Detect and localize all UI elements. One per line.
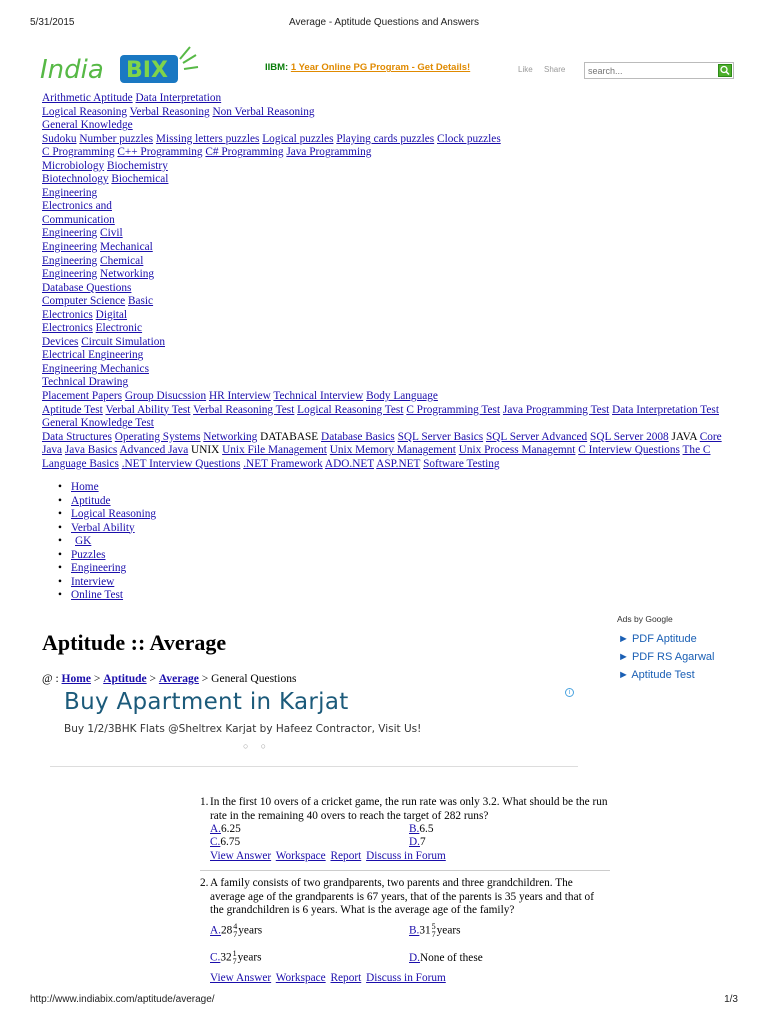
menu-link[interactable]: Engineering	[71, 562, 127, 574]
share-button[interactable]: Share	[544, 65, 566, 74]
breadcrumb-sep: >	[149, 673, 157, 685]
menu-item[interactable]	[50, 589, 156, 603]
nav-row	[42, 390, 732, 404]
denominator: 7	[233, 930, 238, 939]
ad-subtitle[interactable]: Buy 1/2/3BHK Flats @Sheltrex Karjat by Hafeez Contractor, Visit Us!	[64, 723, 422, 735]
nav-link[interactable]: Missing letters puzzles	[155, 132, 260, 145]
nav-row	[42, 146, 732, 160]
nav-tech-link[interactable]: Core Java	[42, 430, 722, 457]
nav-row	[42, 160, 732, 174]
logo-graphic	[40, 45, 200, 89]
nav-link[interactable]: Communication	[42, 213, 115, 226]
logo-text-a: India	[40, 55, 104, 85]
search-button[interactable]	[718, 64, 732, 77]
menu-link[interactable]: Home	[71, 481, 99, 493]
breadcrumb	[42, 673, 296, 685]
option-unit: years	[237, 951, 262, 964]
option-key[interactable]: D.	[409, 952, 420, 964]
menu-link[interactable]: Online Test	[71, 589, 124, 601]
menu-link[interactable]: Interview	[71, 575, 115, 588]
nav-link[interactable]: Placement Papers	[42, 390, 122, 403]
question-text: A family consists of two grandparents, two parents and three grandchildren. The average age of the grandparents is 67 years, that of the parents is 35 years and that of the grandchildren is 6 years. What is the average age of the family?	[210, 877, 594, 916]
nav-link[interactable]: Microbiology	[42, 159, 105, 172]
nav-row	[42, 227, 732, 241]
breadcrumb-sep: >	[201, 673, 209, 685]
workspace-link[interactable]: Workspace	[275, 850, 326, 862]
menu-item[interactable]	[50, 549, 156, 563]
nav-row	[42, 214, 732, 228]
ad-link[interactable]: ► PDF RS Agarwal	[618, 651, 715, 663]
display-ad[interactable]	[50, 685, 578, 767]
nav-row	[42, 106, 732, 120]
option-value: 6.5	[419, 823, 434, 835]
option-key[interactable]: A.	[210, 823, 221, 835]
print-url: http://www.indiabix.com/aptitude/average/	[30, 994, 215, 1005]
search-input[interactable]	[585, 64, 713, 79]
nav-link[interactable]: Biochemistry	[106, 159, 168, 172]
question-divider	[200, 870, 610, 871]
nav-tech-link[interactable]: The C Language Basics	[42, 444, 711, 470]
ads-by-google-label: Ads by Google	[617, 614, 673, 624]
option-whole: 28	[220, 924, 233, 937]
nav-link[interactable]: Electronics	[42, 322, 93, 335]
option-unit: years	[238, 924, 263, 937]
nav-row	[42, 295, 732, 309]
nav-link[interactable]: Engineering	[42, 186, 98, 199]
nav-link[interactable]: Playing cards puzzles	[336, 132, 435, 145]
menu-item[interactable]	[50, 576, 156, 590]
nav-tech-link[interactable]: Software Testing	[423, 457, 500, 470]
ad-title[interactable]: Buy Apartment in Karjat	[64, 689, 349, 715]
print-date: 5/31/2015	[30, 17, 75, 28]
nav-link[interactable]: C# Programming	[205, 146, 284, 159]
menu-link[interactable]: GK	[75, 535, 92, 547]
question-1	[200, 796, 610, 868]
print-page-number: 1/3	[724, 994, 738, 1005]
workspace-link[interactable]: Workspace	[275, 972, 326, 984]
breadcrumb-aptitude[interactable]: Aptitude	[103, 673, 147, 685]
option-key[interactable]: A.	[210, 924, 221, 937]
option-c[interactable]	[210, 836, 240, 850]
nav-link[interactable]: Biotechnology	[42, 173, 109, 186]
nav-tech-link[interactable]: Database Basics	[321, 430, 395, 443]
nav-tech-link[interactable]: Networking	[203, 430, 258, 443]
nav-link[interactable]: Non Verbal Reasoning	[212, 105, 315, 118]
fraction	[233, 923, 237, 939]
menu-item[interactable]	[50, 481, 156, 495]
nav-tech-heading: DATABASE	[260, 430, 319, 443]
nav-link[interactable]: Circuit Simulation	[81, 335, 166, 348]
nav-tech-link[interactable]: C Interview Questions	[578, 444, 680, 457]
category-links	[42, 92, 732, 471]
nav-row	[42, 200, 732, 214]
nav-link[interactable]: Database Questions	[42, 281, 132, 294]
nav-tech-link[interactable]: ASP.NET	[376, 457, 421, 470]
discuss-link[interactable]: Discuss in Forum	[366, 850, 446, 862]
nav-link[interactable]: Electronics	[42, 308, 93, 321]
discuss-link[interactable]: Discuss in Forum	[366, 972, 446, 984]
nav-tech-heading: UNIX	[191, 444, 220, 457]
menu-item[interactable]	[50, 535, 156, 549]
nav-link[interactable]: Mechanical	[100, 241, 153, 254]
promo-link[interactable]: 1 Year Online PG Program - Get Details!	[290, 62, 471, 73]
view-answer-link[interactable]: View Answer	[210, 972, 272, 984]
nav-link[interactable]: Electrical Engineering	[42, 349, 144, 362]
nav-row	[42, 92, 732, 106]
nav-row	[42, 336, 732, 350]
nav-link[interactable]: Computer Science	[42, 295, 126, 308]
menu-link[interactable]: Aptitude	[71, 494, 111, 507]
option-value: None of these	[419, 952, 483, 964]
nav-link[interactable]: Biochemical	[111, 173, 169, 186]
nav-row	[42, 187, 732, 201]
nav-link[interactable]: C++ Programming	[117, 146, 203, 159]
nav-link[interactable]: General Knowledge	[42, 119, 133, 132]
option-key[interactable]: C.	[210, 951, 221, 964]
nav-tech-link[interactable]: SQL Server Advanced	[485, 430, 588, 443]
print-title: Average - Aptitude Questions and Answers	[289, 17, 479, 28]
nav-row-technical	[42, 431, 732, 472]
menu-item[interactable]	[50, 522, 156, 536]
numerator: 4	[233, 922, 238, 931]
breadcrumb-average[interactable]: Average	[158, 673, 199, 685]
menu-link[interactable]: Puzzles	[71, 548, 106, 561]
page-title: Aptitude :: Average	[42, 630, 227, 655]
denominator: 7	[232, 957, 237, 966]
nav-row	[42, 322, 732, 336]
option-key[interactable]: B.	[409, 924, 420, 937]
nav-row	[42, 376, 732, 390]
nav-link[interactable]: Technical Drawing	[42, 376, 129, 389]
menu-link[interactable]: Verbal Ability	[71, 521, 135, 534]
option-key[interactable]: C.	[210, 836, 221, 848]
nav-link[interactable]: Civil	[100, 227, 123, 240]
ad-link[interactable]: ► Aptitude Test	[618, 669, 695, 681]
option-value: 6.75	[220, 836, 241, 848]
search-box	[584, 62, 734, 79]
search-icon	[719, 65, 731, 76]
option-b[interactable]	[409, 823, 433, 837]
nav-row	[42, 309, 732, 323]
nav-row	[42, 173, 732, 187]
option-d[interactable]	[409, 836, 426, 850]
breadcrumb-current: General Questions	[211, 673, 297, 685]
ad-info-icon[interactable]: i	[565, 688, 574, 697]
like-button[interactable]: Like	[518, 65, 533, 74]
question-actions	[210, 972, 448, 986]
nav-row	[42, 268, 732, 282]
nav-test-link[interactable]: Verbal Reasoning Test	[193, 403, 295, 416]
nav-tech-link[interactable]: Data Structures	[42, 430, 112, 443]
nav-test-link[interactable]: Java Programming Test	[502, 403, 610, 416]
logo-spark-icon	[180, 47, 198, 69]
menu-item[interactable]	[50, 495, 156, 509]
option-whole: 31	[419, 924, 431, 937]
numerator: 5	[431, 922, 436, 931]
menu-item[interactable]	[50, 508, 156, 522]
view-answer-link[interactable]: View Answer	[210, 850, 272, 862]
nav-test-link[interactable]: C Programming Test	[406, 403, 501, 416]
nav-link[interactable]: Engineering	[42, 227, 98, 240]
nav-tech-link[interactable]: ADO.NET	[324, 457, 374, 470]
nav-tech-link[interactable]: Unix File Management	[222, 444, 327, 457]
nav-row	[42, 255, 732, 269]
nav-link[interactable]: Electronics and	[42, 200, 112, 213]
promo-label: IIBM:	[265, 62, 289, 73]
question-text: In the first 10 overs of a cricket game, the run rate was only 3.2. What should be the run rate in the remaining 40 overs to reach the target of 282 runs?	[210, 796, 608, 822]
nav-link[interactable]: Number puzzles	[79, 132, 154, 145]
nav-tech-link[interactable]: Unix Process Managemnt	[458, 444, 576, 457]
nav-tech-link[interactable]: Unix Memory Management	[329, 444, 456, 457]
nav-link[interactable]: Clock puzzles	[437, 132, 501, 145]
nav-tech-link[interactable]: .NET Interview Questions	[121, 457, 241, 470]
report-link[interactable]: Report	[330, 850, 362, 862]
logo-text-b: BIX	[126, 58, 168, 83]
ad-link-item[interactable]	[618, 648, 714, 666]
nav-link[interactable]: Data Interpretation	[135, 92, 222, 104]
promo-banner	[265, 62, 470, 73]
option-unit: years	[436, 924, 461, 937]
breadcrumb-home[interactable]: Home	[61, 673, 91, 685]
nav-link[interactable]: Verbal Reasoning	[129, 105, 210, 118]
nav-link[interactable]: Chemical	[100, 254, 144, 267]
nav-row	[42, 363, 732, 377]
main-menu	[50, 481, 156, 603]
nav-link[interactable]: Java Programming	[286, 146, 372, 159]
ad-link-item[interactable]	[618, 666, 714, 684]
nav-tech-link[interactable]: Advanced Java	[119, 444, 189, 457]
nav-row	[42, 119, 732, 133]
option-a[interactable]	[210, 923, 262, 939]
nav-link[interactable]: Sudoku	[42, 132, 77, 145]
option-d[interactable]	[409, 952, 483, 966]
indiabix-logo[interactable]	[40, 45, 200, 89]
nav-link[interactable]: Engineering Mechanics	[42, 362, 149, 375]
nav-link[interactable]: C Programming	[42, 146, 115, 159]
nav-tech-link[interactable]: .NET Framework	[243, 457, 323, 470]
question-2	[200, 877, 610, 987]
nav-tech-link[interactable]: Java Basics	[64, 444, 118, 457]
nav-row	[42, 241, 732, 255]
nav-link[interactable]: Body Language	[366, 390, 438, 403]
fraction	[432, 923, 436, 939]
nav-link[interactable]: Engineering	[42, 268, 98, 281]
menu-item[interactable]	[50, 562, 156, 576]
question-number: 2.	[200, 877, 209, 889]
nav-link[interactable]: Electronic	[95, 322, 143, 335]
breadcrumb-prefix: @ :	[42, 673, 59, 685]
nav-link[interactable]: Engineering	[42, 254, 98, 267]
nav-test-link[interactable]: Verbal Ability Test	[105, 403, 191, 416]
option-key[interactable]: D.	[409, 836, 420, 848]
nav-test-link[interactable]: General Knowledge Test	[42, 417, 154, 430]
option-whole: 32	[220, 951, 232, 964]
ad-link[interactable]: ► PDF Aptitude	[618, 633, 697, 645]
option-value: 7	[419, 836, 426, 848]
nav-link[interactable]: Digital	[95, 308, 128, 321]
nav-row	[42, 349, 732, 363]
nav-tech-link[interactable]: SQL Server 2008	[590, 430, 669, 443]
nav-link[interactable]: Basic	[127, 295, 154, 308]
report-link[interactable]: Report	[330, 972, 362, 984]
ad-pager-dots[interactable]: ○ ○	[243, 741, 272, 751]
nav-link[interactable]: HR Interview	[208, 390, 271, 403]
menu-link[interactable]: Logical Reasoning	[71, 508, 157, 520]
question-actions	[210, 850, 448, 864]
nav-row	[42, 133, 732, 147]
nav-link[interactable]: Devices	[42, 335, 79, 348]
fraction	[233, 950, 237, 966]
nav-tech-link[interactable]: Operating Systems	[114, 430, 201, 443]
nav-link[interactable]: Logical Reasoning	[42, 105, 128, 118]
option-b[interactable]	[409, 923, 461, 939]
option-key[interactable]: B.	[409, 823, 420, 835]
option-value: 6.25	[220, 823, 241, 835]
option-c[interactable]	[210, 950, 262, 966]
nav-tech-heading: JAVA	[671, 430, 697, 443]
nav-link[interactable]: Group Disucssion	[124, 390, 207, 403]
breadcrumb-sep: >	[93, 673, 101, 685]
nav-link[interactable]: Technical Interview	[273, 390, 364, 403]
nav-link[interactable]: Networking	[100, 268, 155, 281]
nav-tech-link[interactable]: SQL Server Basics	[397, 430, 484, 443]
nav-row	[42, 282, 732, 296]
nav-test-link[interactable]: Logical Reasoning Test	[297, 403, 404, 416]
question-number: 1.	[200, 796, 209, 808]
nav-link[interactable]: Arithmetic Aptitude	[42, 92, 133, 104]
google-ad-links	[618, 630, 714, 684]
nav-link[interactable]: Engineering	[42, 241, 98, 254]
nav-test-link[interactable]: Aptitude Test	[42, 403, 103, 416]
nav-test-link[interactable]: Data Interpretation Test	[612, 403, 719, 416]
option-a[interactable]	[210, 823, 241, 837]
nav-row-tests	[42, 404, 732, 431]
numerator: 1	[232, 949, 237, 958]
nav-link[interactable]: Logical puzzles	[262, 132, 334, 145]
ad-link-item[interactable]	[618, 630, 714, 648]
denominator: 7	[431, 930, 436, 939]
